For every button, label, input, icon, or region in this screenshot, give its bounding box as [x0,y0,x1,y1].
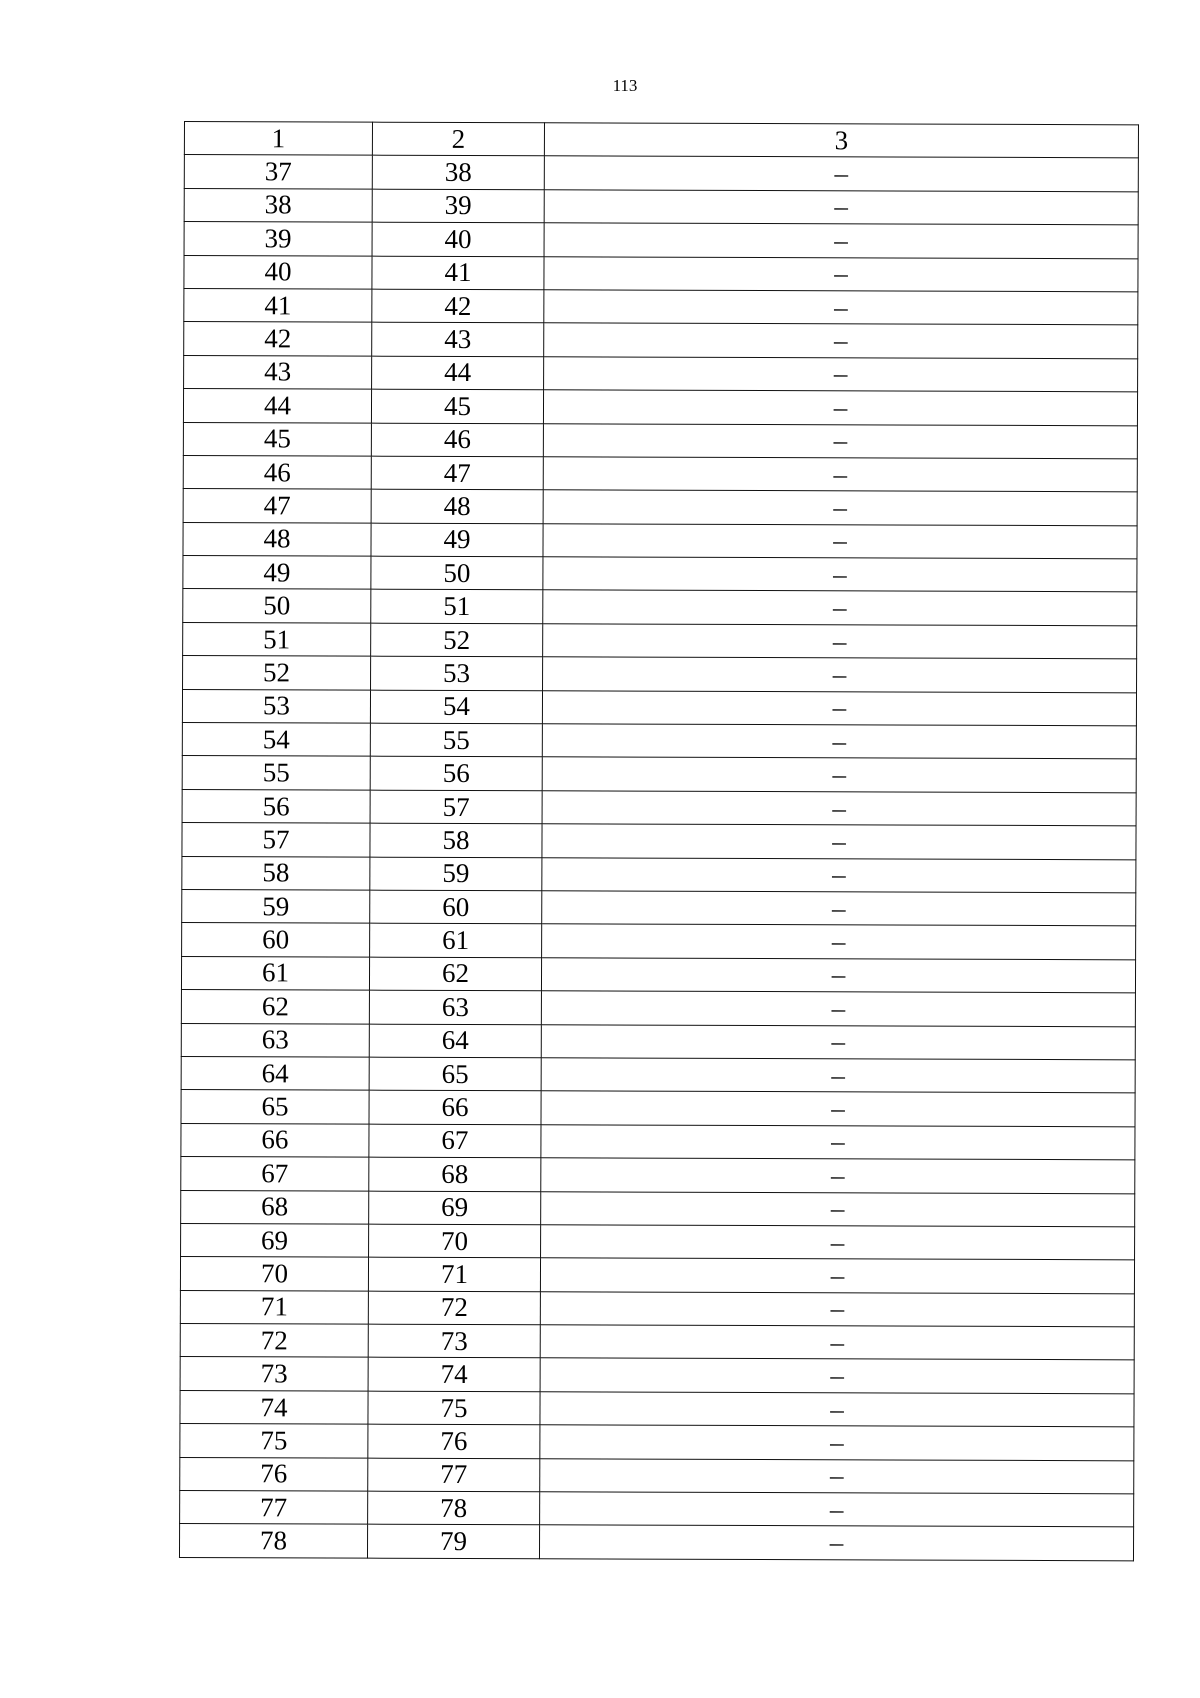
table-cell-col-2: 79 [367,1525,539,1559]
table-cell-col-2: 68 [369,1157,541,1191]
table-cell-col-3: – [544,290,1138,325]
table-cell-col-1: 37 [184,155,372,189]
table-cell-col-1: 49 [183,556,371,590]
table-cell-col-3: – [544,323,1138,358]
table-cell-col-1: 51 [183,622,371,656]
table-cell-col-2: 66 [369,1090,541,1124]
table-row [183,656,1137,693]
table-cell-col-2: 40 [372,222,544,256]
table-cell-col-2: 58 [370,823,542,857]
table-cell-col-1: 74 [180,1390,368,1424]
table-cell-col-3: – [540,1492,1134,1527]
table-cell-col-2: 45 [371,389,543,423]
table-cell-col-3: – [542,791,1136,826]
table-cell-col-1: 67 [181,1157,369,1191]
table-cell-col-1: 43 [184,355,372,389]
table-cell-col-1: 69 [181,1223,369,1257]
table-row [184,222,1138,259]
table-cell-col-2: 59 [370,857,542,891]
table-cell-col-1: 68 [181,1190,369,1224]
table-cell-col-2: 41 [372,256,544,290]
table-cell-col-3: – [541,1158,1135,1193]
table-row [180,1390,1134,1427]
table-cell-col-3: – [541,1191,1135,1226]
table-cell-col-2: 54 [370,690,542,724]
table-cell-col-3: – [543,490,1137,525]
table-row [182,756,1136,793]
table-cell-col-2: 44 [372,356,544,390]
table-cell-col-2: 43 [372,323,544,357]
table-cell-col-2: 53 [371,656,543,690]
table-cell-col-3: – [540,1392,1134,1427]
table-cell-col-3: – [540,1258,1134,1293]
table-cell-col-1: 39 [184,222,372,256]
table-cell-col-3: – [542,891,1136,926]
table-row [184,188,1138,225]
table-row [181,990,1135,1027]
table-cell-col-2: 39 [372,189,544,223]
table-row [182,789,1136,826]
table-row [180,1324,1134,1361]
table-cell-col-1: 73 [180,1357,368,1391]
table-cell-col-1: 60 [182,923,370,957]
table-cell-col-3: – [542,857,1136,892]
table-cell-col-2: 50 [371,556,543,590]
table-cell-col-2: 57 [370,790,542,824]
table-cell-col-3: – [544,356,1138,391]
table-row [181,956,1135,993]
table-row [180,1491,1134,1528]
table-cell-col-1: 54 [182,723,370,757]
table-cell-col-2: 71 [368,1257,540,1291]
table-row [184,255,1138,292]
table-cell-col-3: – [541,958,1135,993]
table-row [182,856,1136,893]
table-cell-col-1: 55 [182,756,370,790]
table-cell-col-3: – [543,457,1137,492]
table-cell-col-2: 65 [369,1057,541,1091]
table-cell-col-2: 62 [369,957,541,991]
data-table [179,121,1139,1561]
table-cell-col-2: 64 [369,1024,541,1058]
table-cell-col-2: 48 [371,489,543,523]
table-row [182,823,1136,860]
table-cell-col-2: 74 [368,1358,540,1392]
table-cell-col-2: 77 [368,1458,540,1492]
table-cell-col-1: 64 [181,1056,369,1090]
table-cell-col-1: 76 [180,1457,368,1491]
table-cell-col-2: 47 [371,456,543,490]
page-number: 113 [612,76,638,95]
table-row [183,489,1137,526]
table-row [180,1424,1134,1461]
table-row [182,723,1136,760]
table-cell-col-1: 40 [184,255,372,289]
table-cell-col-1: 63 [181,1023,369,1057]
table-cell-col-2: 67 [369,1124,541,1158]
table-cell-col-2: 52 [371,623,543,657]
table-cell-col-1: 53 [182,689,370,723]
table-row [183,556,1137,593]
table-cell-col-3: – [544,190,1138,225]
table-cell-col-3: – [540,1358,1134,1393]
table-cell-col-3: – [543,590,1137,625]
table-row [181,1123,1135,1160]
table-cell-col-2: 42 [372,289,544,323]
table-cell-col-1: 50 [183,589,371,623]
table-cell-col-1: 65 [181,1090,369,1124]
table-cell-col-3: – [541,1091,1135,1126]
table-row [183,522,1137,559]
table-cell-col-3: – [543,657,1137,692]
table-row [184,355,1138,392]
table-cell-col-3: – [541,1058,1135,1093]
table-row [181,1056,1135,1093]
table-row [183,389,1137,426]
table-cell-col-1: 78 [179,1524,367,1558]
table-row [180,1357,1134,1394]
table-cell-col-3: – [542,824,1136,859]
table-cell-col-2: 70 [369,1224,541,1258]
table-row [181,1223,1135,1260]
table-row [184,322,1138,359]
table-row [183,589,1137,626]
table-cell-col-1: 47 [183,489,371,523]
table-cell-col-1: 41 [184,288,372,322]
table-cell-col-3: – [542,757,1136,792]
table-header-row [184,122,1138,159]
table-cell-col-1: 59 [182,889,370,923]
table-cell-col-2: 78 [368,1491,540,1525]
table-cell-col-3: – [543,523,1137,558]
table-cell-col-1: 77 [180,1491,368,1525]
header-cell-2: 2 [372,122,544,156]
table-row [184,288,1138,325]
table-cell-col-1: 75 [180,1424,368,1458]
table-cell-col-2: 72 [368,1291,540,1325]
table-cell-col-3: – [544,223,1138,258]
table-cell-col-3: – [542,690,1136,725]
table-cell-col-2: 49 [371,523,543,557]
table-cell-col-3: – [540,1291,1134,1326]
table-cell-col-3: – [544,256,1138,291]
table-row [181,1190,1135,1227]
table-row [181,1023,1135,1060]
table-cell-col-1: 70 [180,1257,368,1291]
table-cell-col-1: 45 [183,422,371,456]
table-row [180,1290,1134,1327]
table-cell-col-3: – [544,156,1138,191]
table-cell-col-3: – [542,924,1136,959]
table-row [180,1257,1134,1294]
table-cell-col-2: 60 [370,890,542,924]
table-cell-col-1: 58 [182,856,370,890]
table-cell-col-3: – [540,1325,1134,1360]
table-cell-col-2: 51 [371,590,543,624]
table-cell-col-1: 46 [183,455,371,489]
table-cell-col-1: 57 [182,823,370,857]
table-cell-col-1: 44 [183,389,371,423]
table-row [183,622,1137,659]
table-cell-col-3: – [541,991,1135,1026]
table-cell-col-2: 75 [368,1391,540,1425]
table-cell-col-3: – [543,557,1137,592]
table-row [181,1157,1135,1194]
table-cell-col-2: 55 [370,723,542,757]
table-cell-col-2: 69 [369,1191,541,1225]
table-cell-col-2: 56 [370,757,542,791]
table-row [182,689,1136,726]
table-cell-col-1: 56 [182,789,370,823]
table-cell-col-3: – [541,1225,1135,1260]
table-cell-col-1: 42 [184,322,372,356]
table-row [184,155,1138,192]
table-cell-col-3: – [541,1024,1135,1059]
table-row [180,1457,1134,1494]
table-row [182,889,1136,926]
table-cell-col-2: 46 [371,423,543,457]
table-cell-col-3: – [543,390,1137,425]
table-cell-col-3: – [540,1458,1134,1493]
header-cell-1: 1 [184,122,372,156]
table-cell-col-1: 62 [181,990,369,1024]
table-cell-col-1: 72 [180,1324,368,1358]
table-cell-col-3: – [540,1425,1134,1460]
table-cell-col-1: 38 [184,188,372,222]
table-row [183,422,1137,459]
table-cell-col-1: 66 [181,1123,369,1157]
table-cell-col-2: 63 [369,990,541,1024]
table-cell-col-3: – [543,423,1137,458]
table-row [179,1524,1133,1561]
table-cell-col-2: 76 [368,1424,540,1458]
table-cell-col-2: 61 [370,924,542,958]
table-cell-col-2: 38 [372,156,544,190]
table-cell-col-3: – [542,724,1136,759]
table-row [183,455,1137,492]
table-cell-col-3: – [541,1124,1135,1159]
table-cell-col-1: 61 [181,956,369,990]
table-cell-col-3: – [539,1525,1133,1560]
table-cell-col-1: 52 [183,656,371,690]
table-cell-col-2: 73 [368,1324,540,1358]
table-cell-col-1: 71 [180,1290,368,1324]
table-row [181,1090,1135,1127]
header-cell-3: 3 [544,123,1138,158]
table-cell-col-1: 48 [183,522,371,556]
table-row [182,923,1136,960]
table-cell-col-3: – [543,624,1137,659]
